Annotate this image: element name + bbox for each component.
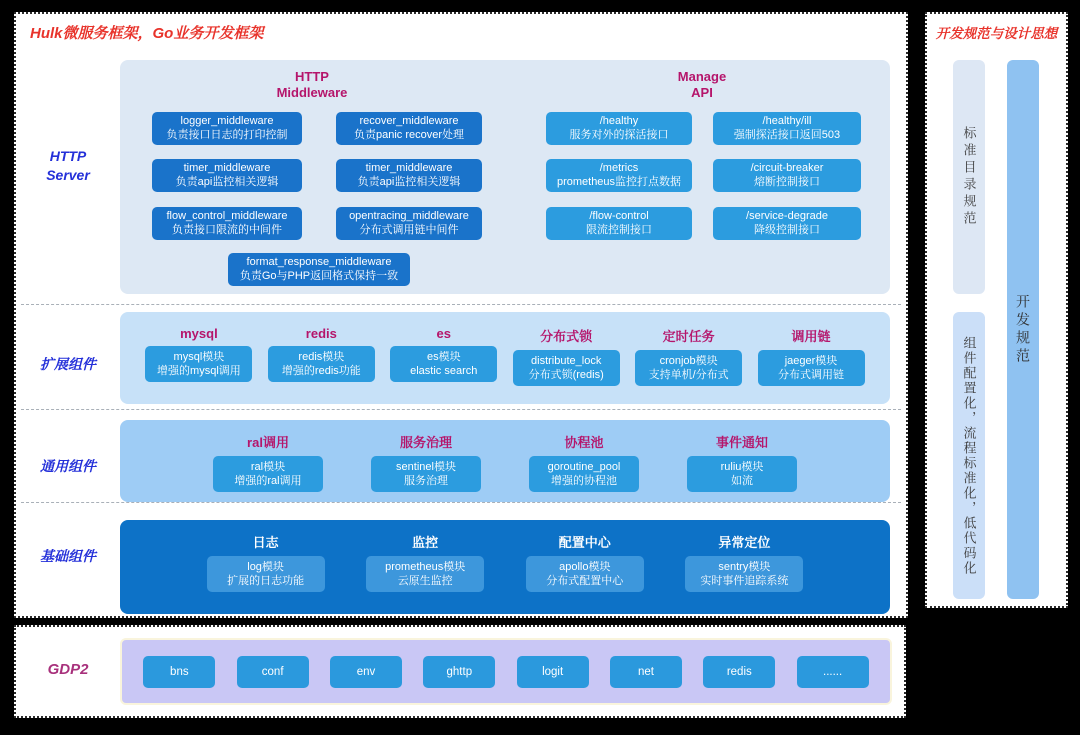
box-desc: 负责接口限流的中间件 [172, 224, 282, 237]
http-middleware-header [237, 69, 387, 102]
box-desc: elastic search [410, 365, 478, 377]
box-desc: 分布式调用链中间件 [359, 224, 459, 237]
col-header: 日志 [252, 535, 279, 550]
col-header: 异常定位 [718, 535, 771, 550]
http-middleware-header-line1: HTTP [295, 69, 329, 84]
box-name: opentracing_middleware [349, 210, 469, 222]
box-desc: 负责api监控相关逻辑 [175, 176, 279, 189]
col-header: mysql [180, 326, 218, 341]
col-header: ral调用 [247, 435, 289, 450]
box-name: redis模块 [298, 350, 345, 363]
box-desc: 增强的redis功能 [281, 365, 361, 377]
box-name: prometheus模块 [385, 560, 466, 573]
section-divider-3 [21, 502, 901, 503]
manage-box-flow-control [546, 207, 692, 240]
extension-box-jaeger [758, 350, 865, 386]
manage-box-healthy-ill [713, 112, 861, 145]
manage-api-header [627, 69, 777, 102]
extension-col-mysql [145, 326, 252, 382]
basic-col-log [207, 532, 325, 592]
col-header: 调用链 [791, 329, 831, 344]
section-label-basic: 基础组件 [40, 548, 96, 564]
gdp2-strip [120, 638, 892, 705]
http-server-section [120, 60, 890, 294]
box-name: jaeger模块 [784, 354, 838, 367]
box-name: distribute_lock [531, 354, 602, 367]
middleware-box-flow-control [152, 207, 302, 240]
box-desc: 分布式锁(redis) [528, 369, 604, 381]
box-name: sentinel模块 [396, 460, 456, 473]
development-spec-text: 开发规范 [1015, 293, 1031, 366]
basic-col-apollo [526, 532, 644, 592]
extension-box-redis [268, 346, 375, 382]
extension-col-redis [268, 326, 375, 382]
middleware-box-timer-left [152, 159, 302, 192]
basic-box-apollo [526, 556, 644, 592]
box-name: ruliu模块 [720, 460, 764, 473]
extension-col-cronjob [635, 326, 742, 386]
gdp2-label: GDP2 [47, 661, 89, 678]
box-name: apollo模块 [559, 560, 611, 573]
box-desc: 服务对外的探活接口 [569, 129, 669, 142]
box-name: es模块 [426, 350, 461, 363]
box-desc: 降级控制接口 [754, 224, 820, 237]
box-desc: 熔断控制接口 [754, 176, 820, 189]
section-label-common: 通用组件 [40, 458, 96, 474]
extension-col-jaeger [758, 326, 865, 386]
box-desc: 负责接口日志的打印控制 [166, 129, 288, 142]
common-col-ral [213, 432, 323, 492]
common-col-ruliu [687, 432, 797, 492]
col-header: 协程池 [564, 435, 604, 450]
extension-box-es [390, 346, 497, 382]
box-desc: 分布式配置中心 [546, 575, 624, 587]
basic-box-sentry [685, 556, 803, 592]
box-name: sentry模块 [718, 560, 771, 573]
basic-col-prometheus [366, 532, 484, 592]
box-desc: 云原生监控 [397, 575, 453, 587]
col-header: 监控 [412, 535, 439, 550]
framework-panel [14, 12, 908, 618]
middleware-box-recover [336, 112, 482, 145]
box-name: /flow-control [589, 210, 649, 222]
http-server-label-line1: HTTP [49, 148, 87, 164]
box-name: format_response_middleware [246, 256, 392, 268]
design-spec-panel [925, 12, 1068, 608]
middleware-box-timer-right [336, 159, 482, 192]
common-box-goroutine-pool [529, 456, 639, 492]
section-divider-1 [21, 304, 901, 305]
box-name: goroutine_pool [547, 460, 621, 473]
gdp2-box-redis: redis [703, 656, 775, 688]
middleware-box-logger [152, 112, 302, 145]
box-desc: 增强的mysql调用 [157, 365, 241, 377]
extension-box-distribute-lock [513, 350, 620, 386]
box-desc: prometheus监控打点数据 [556, 176, 682, 189]
box-desc: 如流 [731, 475, 753, 487]
box-name: /healthy/ill [762, 115, 812, 127]
box-desc: 负责api监控相关逻辑 [357, 176, 461, 189]
middleware-box-format-response [228, 253, 410, 286]
common-col-goroutine-pool [529, 432, 639, 492]
common-box-ral [213, 456, 323, 492]
box-name: cronjob模块 [659, 354, 718, 367]
box-name: logger_middleware [180, 115, 274, 127]
col-header: 定时任务 [662, 329, 715, 344]
manage-box-metrics [546, 159, 692, 192]
col-header: 服务治理 [399, 435, 452, 450]
box-name: log模块 [247, 560, 284, 573]
section-divider-2 [21, 409, 901, 410]
manage-box-service-degrade [713, 207, 861, 240]
col-header: es [436, 326, 451, 341]
manage-api-header-line2: API [691, 85, 713, 101]
http-middleware-header-line2: Middleware [276, 85, 348, 101]
middleware-box-opentracing [336, 207, 482, 240]
box-name: /metrics [599, 162, 639, 174]
box-desc: 实时事件追踪系统 [700, 575, 789, 587]
manage-api-header-line1: Manage [677, 69, 727, 84]
col-header: redis [305, 326, 337, 341]
gdp2-box-conf: conf [237, 656, 309, 688]
box-name: mysql模块 [173, 350, 225, 363]
section-label-http-server [16, 147, 120, 185]
common-col-sentinel [371, 432, 481, 492]
col-header: 事件通知 [715, 435, 768, 450]
box-name: timer_middleware [365, 162, 453, 174]
extension-box-cronjob [635, 350, 742, 386]
box-desc: 支持单机/分布式 [648, 369, 729, 381]
basic-section [120, 520, 890, 614]
basic-box-prometheus [366, 556, 484, 592]
box-desc: 限流控制接口 [586, 224, 652, 237]
basic-box-log [207, 556, 325, 592]
box-desc: 负责Go与PHP返回格式保持一致 [239, 270, 399, 283]
componentization-text: 组件配置化，流程标准化，低代码化 [961, 335, 977, 576]
col-header: 分布式锁 [540, 329, 593, 344]
box-desc: 服务治理 [404, 475, 448, 487]
common-box-sentinel [371, 456, 481, 492]
gdp2-box-more: ...... [797, 656, 869, 688]
http-server-label-line2: Server [46, 166, 90, 183]
col-header: 配置中心 [558, 535, 611, 550]
box-name: flow_control_middleware [166, 210, 288, 222]
box-name: recover_middleware [359, 115, 459, 127]
manage-box-healthy [546, 112, 692, 145]
standard-directory-spec-block [953, 60, 985, 294]
gdp2-box-net: net [610, 656, 682, 688]
box-desc: 强制探活接口返回503 [733, 129, 841, 142]
extension-col-es [390, 326, 497, 382]
section-label-extension: 扩展组件 [40, 356, 96, 372]
common-section [120, 420, 890, 502]
box-name: /healthy [599, 115, 639, 127]
componentization-block [953, 312, 985, 599]
development-spec-block [1007, 60, 1039, 599]
extension-col-distribute-lock [513, 326, 620, 386]
gdp2-box-ghttp: ghttp [423, 656, 495, 688]
box-desc: 分布式调用链 [778, 369, 845, 381]
design-spec-title: 开发规范与设计思想 [935, 26, 1058, 41]
box-desc: 扩展的日志功能 [227, 575, 305, 587]
common-box-ruliu [687, 456, 797, 492]
framework-title: Hulk微服务框架，Go业务开发框架 [30, 25, 264, 42]
box-desc: 增强的协程池 [551, 475, 617, 487]
box-name: /service-degrade [746, 210, 828, 222]
extension-section [120, 312, 890, 404]
extension-box-mysql [145, 346, 252, 382]
basic-col-sentry [685, 532, 803, 592]
gdp2-panel [14, 625, 906, 718]
manage-box-circuit-breaker [713, 159, 861, 192]
box-name: /circuit-breaker [750, 162, 824, 174]
box-desc: 负责panic recover处理 [353, 129, 465, 142]
standard-directory-spec-text: 标准目录规范 [961, 126, 977, 228]
gdp2-box-logit: logit [517, 656, 589, 688]
box-name: timer_middleware [183, 162, 271, 174]
gdp2-box-env: env [330, 656, 402, 688]
box-desc: 增强的ral调用 [234, 475, 302, 487]
box-name: ral模块 [250, 460, 286, 473]
gdp2-box-bns: bns [143, 656, 215, 688]
